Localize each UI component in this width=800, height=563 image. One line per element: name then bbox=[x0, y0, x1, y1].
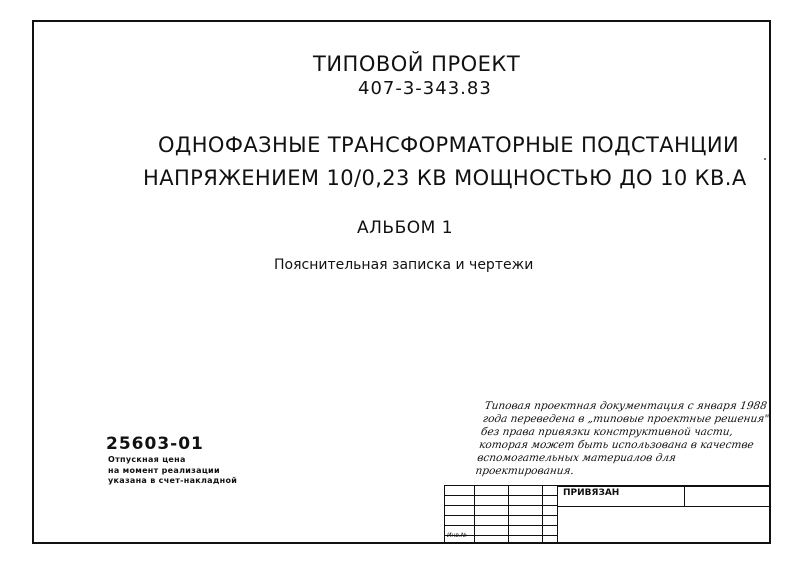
attached-label: ПРИВЯЗАН bbox=[563, 488, 620, 498]
document-title: ТИПОВОЙ ПРОЕКТ bbox=[313, 52, 521, 76]
title-block-divider bbox=[684, 485, 685, 507]
title-block bbox=[444, 485, 769, 542]
scan-speck bbox=[764, 158, 766, 160]
heading-line-1: ОДНОФАЗНЫЕ ТРАНСФОРМАТОРНЫЕ ПОДСТАНЦИИ bbox=[158, 133, 740, 157]
status-note: Типовая проектная документация с января 1988 года переведена в „типовые проектные решения" без права привязки конструктивной части, которая может быть использована в качестве вспомогательных материалов для проектирования. bbox=[474, 400, 770, 477]
album-label: АЛЬБОМ 1 bbox=[357, 218, 454, 238]
stamp-line-1: Отпускная цена bbox=[108, 455, 186, 464]
stamp-line-3: указана в счет-накладной bbox=[108, 476, 238, 485]
heading-line-2: НАПРЯЖЕНИЕМ 10/0,23 КВ МОЩНОСТЬЮ ДО 10 КВ.А bbox=[143, 166, 747, 190]
inventory-label: Инв.№ bbox=[447, 532, 468, 539]
title-block-column bbox=[542, 485, 558, 542]
project-code: 407-3-343.83 bbox=[358, 78, 492, 99]
subtitle: Пояснительная записка и чертежи bbox=[274, 257, 534, 273]
stamp-number: 25603-01 bbox=[106, 434, 204, 454]
stamp-line-2: на момент реализации bbox=[108, 466, 220, 475]
